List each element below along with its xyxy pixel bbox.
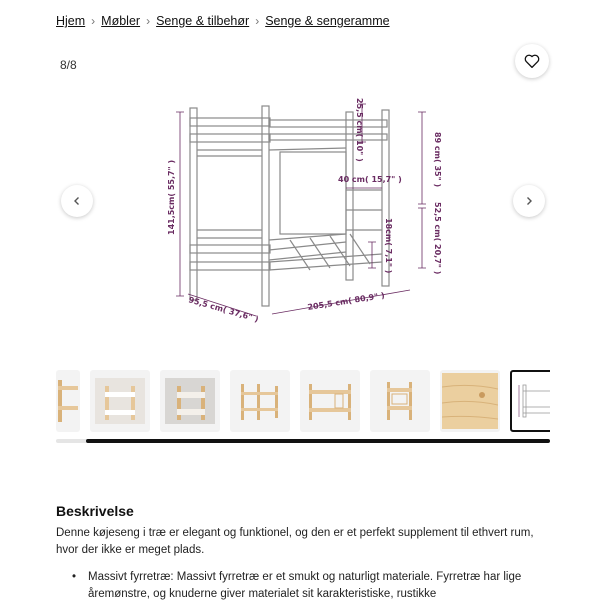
thumbnail-6[interactable]	[370, 370, 430, 432]
next-image-button[interactable]	[513, 185, 545, 217]
thumbnail-1[interactable]	[56, 370, 80, 432]
description-bullet: • Massivt fyrretræ: Massivt fyrretræ er et smukt og naturligt materiale. Fyrretræ har lige åremønstre, og knuderne giver materialet sit karakteristiske, rustikke	[72, 569, 552, 603]
thumbnail-2[interactable]	[90, 370, 150, 432]
breadcrumb-link-hjem[interactable]: Hjem	[56, 14, 86, 28]
breadcrumb-separator: ›	[146, 14, 151, 28]
thumbnail-5[interactable]	[300, 370, 360, 432]
bunk-bed-thumbnail	[305, 378, 355, 424]
thumbnail-scrollbar[interactable]	[56, 439, 550, 443]
dim-ladder-width: 40 cm( 15,7" )	[338, 175, 402, 184]
favorite-button[interactable]	[515, 44, 549, 78]
dim-ladder-height: 89 cm( 35" )	[433, 132, 442, 188]
bunk-bed-thumbnail	[56, 376, 80, 426]
dim-depth: 95,5 cm( 37,6" )	[187, 295, 260, 324]
scrollbar-thumb[interactable]	[86, 439, 550, 443]
dimension-diagram-thumbnail	[515, 379, 550, 423]
dim-total-height: 141,5cm( 55,7" )	[167, 159, 176, 235]
breadcrumb	[56, 14, 390, 28]
bunk-bed-room-thumbnail	[165, 378, 215, 424]
dim-lower-height: 52,5 cm( 20,7" )	[433, 202, 442, 275]
image-counter: 8/8	[60, 58, 77, 72]
thumbnail-strip	[56, 370, 550, 434]
product-dimension-diagram	[150, 90, 450, 330]
wood-texture-thumbnail	[442, 373, 498, 429]
bunk-bed-room-thumbnail	[95, 378, 145, 424]
bunk-bed-thumbnail	[375, 378, 425, 424]
thumbnail-4[interactable]	[230, 370, 290, 432]
breadcrumb-separator: ›	[91, 14, 96, 28]
thumbnail-3[interactable]	[160, 370, 220, 432]
chevron-right-icon	[523, 195, 535, 207]
breadcrumb-link-senge-tilbehor[interactable]: Senge & tilbehør	[156, 14, 250, 28]
thumbnail-7[interactable]	[440, 370, 500, 432]
breadcrumb-link-mobler[interactable]: Møbler	[101, 14, 141, 28]
breadcrumb-link-senge-sengeramme[interactable]: Senge & sengeramme	[265, 14, 390, 28]
heart-icon	[523, 52, 541, 70]
thumbnail-8[interactable]	[510, 370, 550, 432]
breadcrumb-separator: ›	[255, 14, 260, 28]
dim-top-gap: 25,5 cm( 10" )	[355, 98, 364, 162]
bunk-bed-drawing	[150, 90, 450, 330]
previous-image-button[interactable]	[61, 185, 93, 217]
description-title: Beskrivelse	[56, 503, 134, 519]
bunk-bed-thumbnail	[235, 378, 285, 424]
description-intro: Denne køjeseng i træ er elegant og funktionel, og den er et perfekt supplement til ethvert rum, hvor der ikke er meget plads.	[56, 527, 534, 556]
dim-clearance: 18cm( 7,1" )	[384, 218, 393, 274]
dim-length: 205,5 cm( 80,9" )	[306, 290, 386, 312]
chevron-left-icon	[71, 195, 83, 207]
